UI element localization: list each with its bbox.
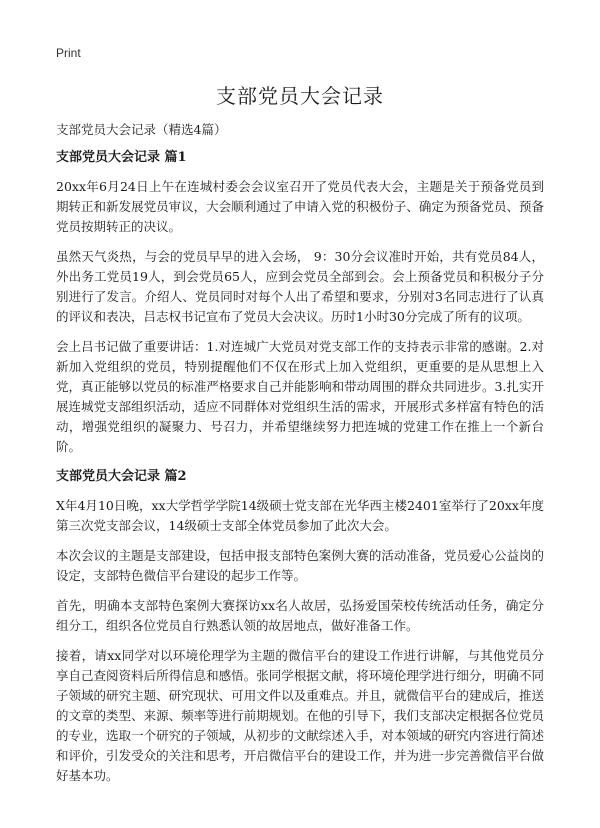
- paragraph: 本次会议的主题是支部建设，包括申报支部特色案例大赛的活动准备，党员爱心公益岗的设定，支部特色微信平台建设的起步工作等。: [56, 548, 544, 583]
- paragraph: 虽然天气炎热，与会的党员早早的进入会场， 9：30分会议准时开始，共有党员84人，外出务工党员19人，到会党员65人，应到会党员全部到会。会上预备党员和积极分子分别进行了发言。介绍人、党员同时对每个人出了希望和要求，分别对3名同志进行了认真的评议和表决，吕志权书记宣布了党员大会决议。历时1小时30分完成了所有的议项。: [56, 249, 544, 324]
- document-subtitle: 支部党员大会记录（精选4篇）: [56, 122, 227, 137]
- section-1: [56, 148, 544, 457]
- paragraph: 首先，明确本支部特色案例大赛探访xx名人故居，弘扬爱国荣校传统活动任务，确定分组分工，组织各位党员自行熟悉认领的故居地点，做好准备工作。: [56, 598, 544, 633]
- page-title: 支部党员大会记录: [216, 84, 384, 108]
- section-2: [56, 467, 544, 786]
- section-heading: 支部党员大会记录 篇2: [56, 469, 187, 484]
- paragraph: 20xx年6月24日上午在连城村委会会议室召开了党员代表大会，主题是关于预备党员到期转正和新发展党员审议，大会顺利通过了申请入党的积极份子、确定为预备党员、预备党员按期转正的决议。: [56, 179, 544, 234]
- paragraph: X年4月10日晚，xx大学哲学学院14级硕士党支部在光华西主楼2401室举行了20xx年度第三次党支部会议，14级硕士支部全体党员参加了此次大会。: [56, 498, 544, 533]
- paragraph: 接着，请xx同学对以环境伦理学为主题的微信平台的建设工作进行讲解，与其他党员分享自己查阅资料后所得信息和感悟。张同学根据文献，将环境伦理学进行细分，明确不同子领域的研究主题、研究现状、可用文件以及重难点。并且，就微信平台的建成后，推送的文章的类型、来源、频率等进行前期规划。在他的引导下，我们支部决定根据各位党员的专业，选取一个研究的子领域，从初步的文献综述入手，对本领域的研究内容进行简述和评价，引发受众的关注和思考，开启微信平台的建设工作，并为进一步完善微信平台做好基本功。: [56, 648, 544, 783]
- section-heading: 支部党员大会记录 篇1: [56, 150, 187, 165]
- document-body: [56, 120, 544, 796]
- paragraph: 会上吕书记做了重要讲话：1.对连城广大党员对党支部工作的支持表示非常的感谢。2.对新加入党组织的党员，特别提醒他们不仅在形式上加入党组织，更重要的是从思想上入党，真正能够以党员的标准严格要求自己并能影响和带动周围的群众共同进步。3.扎实开展连城党支部组织活动，适应不同群体对党组织生活的需求，开展形式多样富有特色的活动，增强党组织的凝聚力、号召力，并希望继续努力把连城的党建工作在推上一个新台阶。: [56, 339, 544, 454]
- print-link[interactable]: Print: [56, 46, 81, 60]
